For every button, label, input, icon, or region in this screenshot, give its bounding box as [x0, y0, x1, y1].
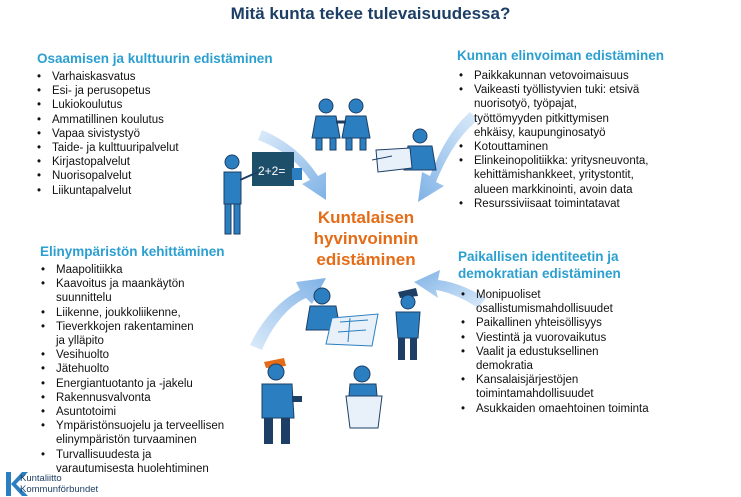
list-item: • Lukiokoulutus [36, 98, 266, 112]
section-title-osaaminen: Osaamisen ja kulttuurin edistäminen [37, 51, 273, 66]
section-title-elinvoima: Kunnan elinvoiman edistäminen [457, 48, 665, 63]
section-title-elinymparisto: Elinympäristön kehittäminen [40, 244, 225, 259]
list-item: • Maapolitiikka [40, 263, 280, 277]
list-item: • Vapaa sivistystyö [36, 127, 266, 141]
children-figure [312, 99, 370, 150]
list-item: • Resurssiviisaat toimintatavat [458, 197, 723, 211]
list-item: • Ympäristönsuojelu ja terveellisen elinympäristön turvaaminen [40, 419, 280, 447]
list-item: • Vaikeasti työllistyvien tuki: etsivä nuorisotyö, työpajat, työttömyyden pitkittymisen ehkäisy, kaupunginosatyö [458, 83, 723, 140]
list-item: • Kaavoitus ja maankäytön suunnittelu [40, 277, 280, 305]
list-item: • Tieverkkojen rakentaminen ja ylläpito [40, 320, 280, 348]
list-item: • Kirjastopalvelut [36, 155, 266, 169]
speaker-figure [346, 366, 382, 428]
logo-text: Kuntaliitto Kommunförbundet [20, 473, 99, 495]
center-title-line: hyvinvoinnin [313, 229, 419, 248]
planner-figure [306, 288, 378, 346]
list-item: • Jätehuolto [40, 362, 280, 376]
list-item: • Rakennusvalvonta [40, 391, 280, 405]
list-item: • Kotouttaminen [458, 140, 723, 154]
list-item: • Paikkakunnan vetovoimaisuus [458, 69, 723, 83]
list-elinvoima [458, 69, 723, 211]
page-title: Mitä kunta tekee tulevaisuudessa? [230, 4, 511, 23]
center-title [276, 207, 456, 270]
list-item: • Liikuntapalvelut [36, 184, 266, 198]
list-item: • Asuntotoimi [40, 405, 280, 419]
list-item: • Nuorisopalvelut [36, 169, 266, 183]
list-item: • Esi- ja perusopetus [36, 84, 266, 98]
worker-figure [396, 288, 420, 360]
center-title-line: Kuntalaisen [317, 208, 415, 227]
list-item: • Vaalit ja edustuksellinen demokratia [460, 345, 720, 373]
blackboard-text: 2+2= [258, 164, 286, 178]
list-item: • Paikallinen yhteisöllisyys [460, 316, 720, 330]
list-elinymparisto [40, 263, 280, 476]
list-item: • Liikenne, joukkoliikenne, [40, 306, 280, 320]
office-worker-figure [372, 129, 436, 172]
list-item: • Asukkaiden omaehtoinen toiminta [460, 402, 720, 416]
section-title-identiteetti: Paikallisen identiteetin ja demokratian edistäminen [458, 249, 621, 281]
list-item: • Vesihuolto [40, 348, 280, 362]
list-item: • Kansalaisjärjestöjen toimintamahdollisuudet [460, 373, 720, 401]
list-item: • Ammatillinen koulutus [36, 113, 266, 127]
list-item: • Turvallisuudesta ja varautumisesta huolehtiminen [40, 448, 280, 476]
list-item: • Varhaiskasvatus [36, 70, 266, 84]
list-osaaminen [36, 70, 266, 198]
list-identiteetti [460, 288, 720, 416]
list-item: • Monipuoliset osallistumismahdollisuudet [460, 288, 720, 316]
list-item: • Elinkeinopolitiikka: yritysneuvonta, kehittämishankkeet, yritystontit, alueen markkinointi, avoin data [458, 154, 723, 197]
list-item: • Taide- ja kulttuuripalvelut [36, 141, 266, 155]
center-title-line: edistäminen [316, 250, 416, 269]
list-item: • Energiantuotanto ja -jakelu [40, 377, 280, 391]
list-item: • Viestintä ja vuorovaikutus [460, 331, 720, 345]
